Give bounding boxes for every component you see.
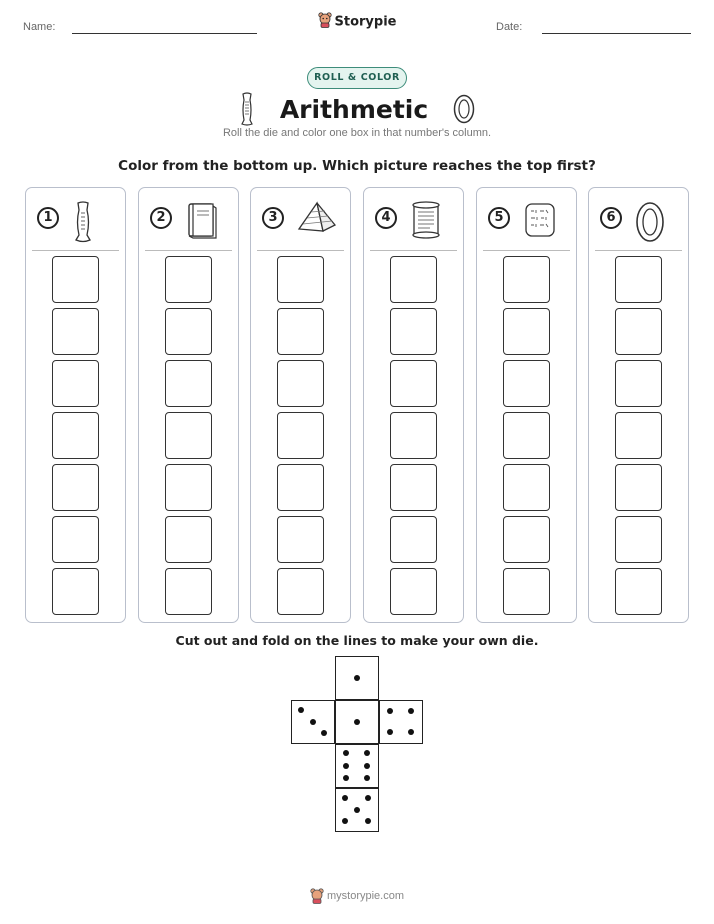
color-box[interactable] — [165, 464, 212, 511]
cut-instruction: Cut out and fold on the lines to make your own die. — [175, 633, 539, 648]
die-pip — [365, 818, 371, 824]
column-number: 4 — [375, 207, 397, 229]
color-box[interactable] — [390, 516, 437, 563]
color-box[interactable] — [390, 464, 437, 511]
color-box[interactable] — [165, 516, 212, 563]
column-number: 6 — [600, 207, 622, 229]
die-pip — [343, 763, 349, 769]
color-box[interactable] — [503, 464, 550, 511]
color-box[interactable] — [503, 308, 550, 355]
color-box[interactable] — [615, 308, 662, 355]
die-face-1 — [335, 700, 379, 744]
roll-column-1 — [25, 187, 126, 623]
book-icon — [185, 201, 219, 243]
color-box[interactable] — [277, 308, 324, 355]
color-box[interactable] — [277, 568, 324, 615]
column-header — [26, 188, 125, 250]
roll-column-3 — [250, 187, 351, 623]
bone-tally-icon — [72, 201, 94, 247]
color-box[interactable] — [165, 308, 212, 355]
die-pip — [364, 750, 370, 756]
die-pip — [364, 775, 370, 781]
color-box[interactable] — [52, 412, 99, 459]
die-face-3 — [291, 700, 335, 744]
zero-icon — [635, 201, 665, 247]
die-face-5 — [335, 788, 379, 832]
die-pip — [354, 719, 360, 725]
die-pip — [354, 675, 360, 681]
page-title — [0, 92, 714, 126]
color-box[interactable] — [52, 256, 99, 303]
die-pip — [343, 775, 349, 781]
column-header — [364, 188, 463, 250]
name-label: Name: — [23, 21, 56, 33]
color-box[interactable] — [615, 412, 662, 459]
die-pip — [364, 763, 370, 769]
column-header — [139, 188, 238, 250]
clay-tablet-icon — [523, 201, 557, 243]
die-pip — [342, 818, 348, 824]
date-label: Date: — [496, 21, 523, 33]
color-box[interactable] — [52, 568, 99, 615]
die-pip — [310, 719, 316, 725]
color-box[interactable] — [277, 516, 324, 563]
die-pip — [342, 795, 348, 801]
color-box[interactable] — [503, 256, 550, 303]
color-box[interactable] — [52, 516, 99, 563]
pyramid-icon — [297, 201, 337, 237]
color-box[interactable] — [52, 464, 99, 511]
column-header — [477, 188, 576, 250]
color-box[interactable] — [503, 360, 550, 407]
column-divider — [370, 250, 457, 251]
color-box[interactable] — [615, 516, 662, 563]
die-pip — [343, 750, 349, 756]
roll-column-4 — [363, 187, 464, 623]
footer — [0, 888, 714, 904]
bear-mascot-icon — [310, 888, 324, 904]
die-pip — [321, 730, 327, 736]
activity-badge: ROLL & COLOR — [307, 67, 407, 89]
color-box[interactable] — [165, 412, 212, 459]
color-box[interactable] — [390, 308, 437, 355]
color-box[interactable] — [52, 308, 99, 355]
color-box[interactable] — [615, 360, 662, 407]
footer-url: mystorypie.com — [326, 889, 405, 902]
brand-logo — [0, 12, 714, 32]
die-pip — [408, 708, 414, 714]
color-box[interactable] — [165, 360, 212, 407]
die-pip — [354, 807, 360, 813]
column-divider — [595, 250, 682, 251]
color-box[interactable] — [277, 256, 324, 303]
color-box[interactable] — [503, 412, 550, 459]
name-line[interactable] — [72, 33, 257, 34]
die-face-4 — [379, 700, 423, 744]
date-line[interactable] — [542, 33, 691, 34]
column-divider — [145, 250, 232, 251]
color-box[interactable] — [277, 464, 324, 511]
column-header — [589, 188, 688, 250]
color-box[interactable] — [390, 256, 437, 303]
column-divider — [483, 250, 570, 251]
column-number: 3 — [262, 207, 284, 229]
roll-column-5 — [476, 187, 577, 623]
color-box[interactable] — [277, 412, 324, 459]
color-box[interactable] — [390, 568, 437, 615]
color-box[interactable] — [615, 568, 662, 615]
die-pip — [387, 708, 393, 714]
column-number: 1 — [37, 207, 59, 229]
color-box[interactable] — [165, 256, 212, 303]
color-box[interactable] — [615, 464, 662, 511]
die-pip — [365, 795, 371, 801]
roll-column-6 — [588, 187, 689, 623]
subtitle: Roll the die and color one box in that number's column. — [222, 127, 492, 139]
column-divider — [257, 250, 344, 251]
die-pip — [298, 707, 304, 713]
instruction-text: Color from the bottom up. Which picture reaches the top first? — [118, 158, 596, 174]
bone-tally-icon — [239, 92, 255, 126]
die-face-6 — [335, 744, 379, 788]
color-box[interactable] — [503, 516, 550, 563]
column-number: 5 — [488, 207, 510, 229]
bear-mascot-icon — [318, 12, 332, 32]
scroll-icon — [410, 201, 442, 243]
column-divider — [32, 250, 119, 251]
color-box[interactable] — [615, 256, 662, 303]
color-box[interactable] — [165, 568, 212, 615]
column-header — [251, 188, 350, 250]
color-box[interactable] — [52, 360, 99, 407]
roll-column-2 — [138, 187, 239, 623]
title-text: Arithmetic — [279, 94, 429, 124]
column-number: 2 — [150, 207, 172, 229]
color-box[interactable] — [390, 360, 437, 407]
color-box[interactable] — [503, 568, 550, 615]
die-pip — [387, 729, 393, 735]
brand-name: Storypie — [334, 14, 397, 30]
color-box[interactable] — [277, 360, 324, 407]
die-face-1 — [335, 656, 379, 700]
zero-icon — [453, 94, 475, 124]
die-pip — [408, 729, 414, 735]
color-box[interactable] — [390, 412, 437, 459]
